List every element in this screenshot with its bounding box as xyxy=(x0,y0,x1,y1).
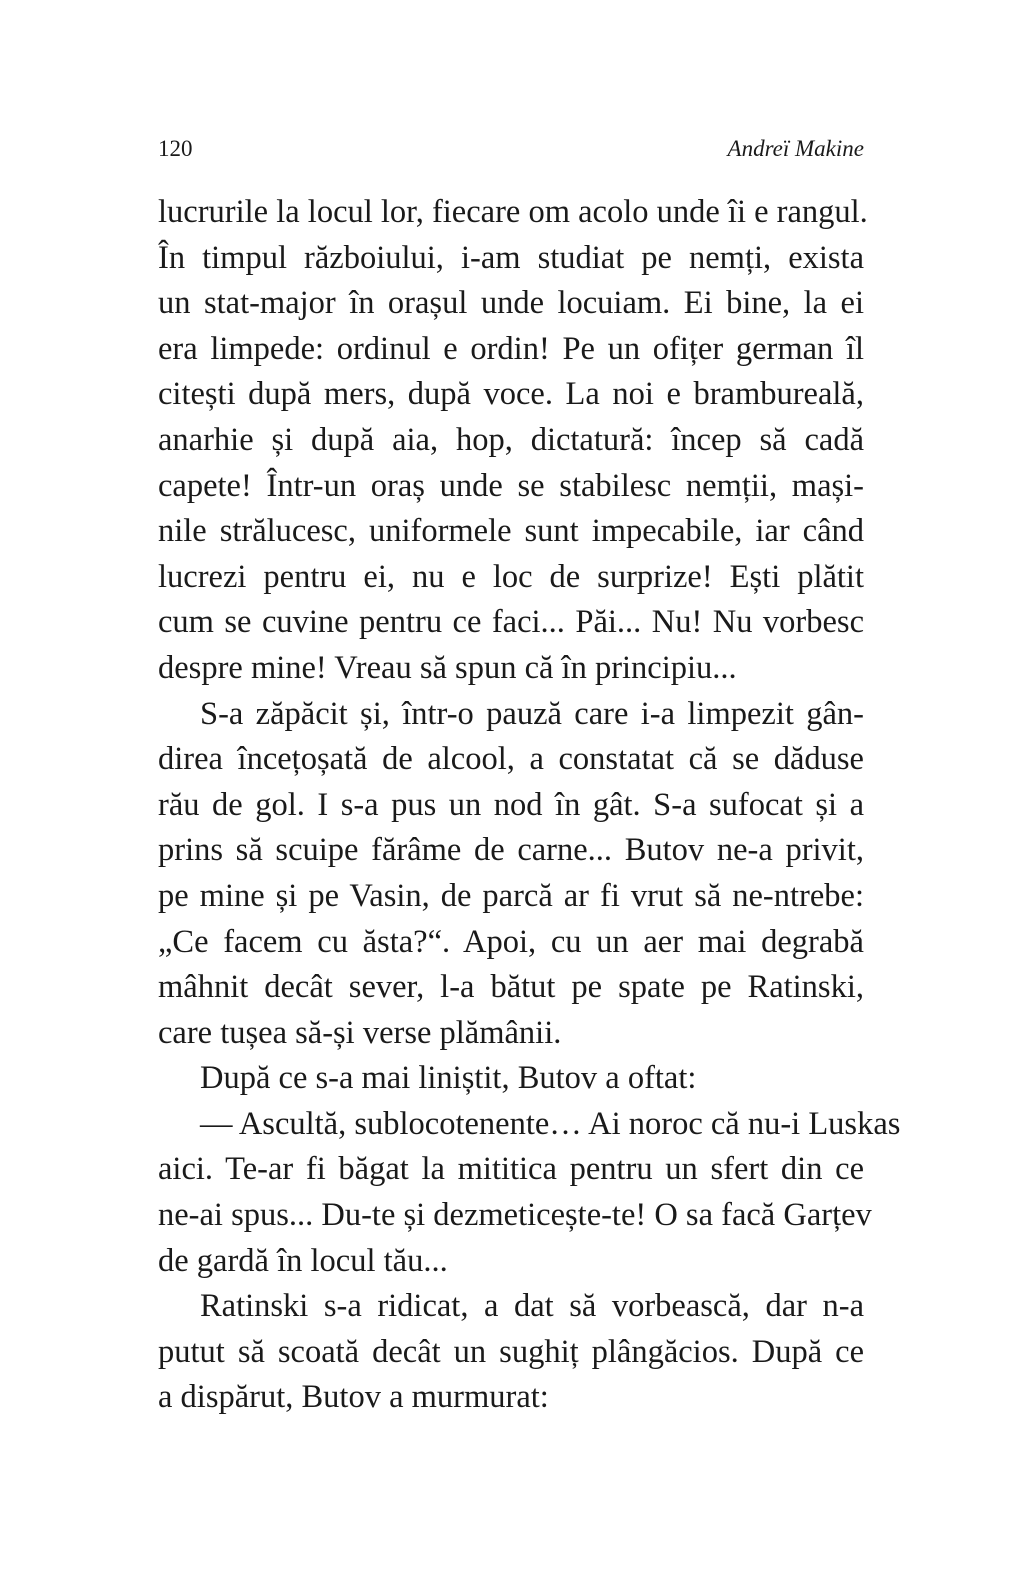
text-line: era limpede: ordinul e ordin! Pe un ofițer german îl xyxy=(158,330,864,367)
text-line: — Ascultă, sublocotenente… Ai noroc că nu-i Luskas xyxy=(200,1105,901,1142)
text-line: a dispărut, Butov a murmurat: xyxy=(158,1379,549,1416)
text-line: care tușea să-și verse plămânii. xyxy=(158,1014,562,1051)
text-line: de gardă în locul tău... xyxy=(158,1242,448,1279)
paragraph xyxy=(158,190,868,692)
text-line: mâhnit decât sever, l-a bătut pe spate pe Ratinski, xyxy=(158,969,864,1006)
text-line: citești după mers, după voce. La noi e brambureală, xyxy=(158,376,864,413)
running-head xyxy=(158,128,864,168)
text-line: În timpul războiului, i-am studiat pe nemți, exista xyxy=(158,239,864,276)
text-line: rău de gol. I s-a pus un nod în gât. S-a sufocat și a xyxy=(158,786,864,823)
text-line: un stat-major în orașul unde locuiam. Ei bine, la ei xyxy=(158,285,864,322)
text-line: anarhie și după aia, hop, dictatură: încep să cadă xyxy=(158,421,864,458)
text-line: lucrurile la locul lor, fiecare om acolo unde îi e rangul. xyxy=(158,194,868,230)
text-line: direa încețoșată de alcool, a constatat că se dăduse xyxy=(158,741,864,778)
text-line: S-a zăpăcit și, într-o pauză care i-a limpezit gân- xyxy=(200,695,864,732)
book-page xyxy=(158,128,901,1421)
text-line: cum se cuvine pentru ce faci... Păi... Nu! Nu vorbesc xyxy=(158,604,864,641)
running-title: Andreï Makine xyxy=(727,136,864,161)
page-number: 120 xyxy=(158,136,193,161)
text-line: lucrezi pentru ei, nu e loc de surprize! Ești plătit xyxy=(158,558,864,595)
text-line: capete! Într-un oraș unde se stabilesc nemții, mași- xyxy=(158,467,864,504)
text-line: pe mine și pe Vasin, de parcă ar fi vrut să ne-ntrebe: xyxy=(158,877,864,914)
body-text xyxy=(158,190,901,1421)
paragraph xyxy=(158,1102,901,1284)
text-line: „Ce facem cu ăsta?“. Apoi, cu un aer mai degrabă xyxy=(158,923,864,960)
text-line: prins să scuipe fărâme de carne... Butov ne-a privit, xyxy=(158,832,864,869)
text-line: nile strălucesc, uniformele sunt impecabile, iar când xyxy=(158,513,864,550)
text-line: ne-ai spus... Du-te și dezmeticește-te! O sa facă Garțev xyxy=(158,1197,872,1234)
paragraph xyxy=(158,1056,864,1102)
text-line: despre mine! Vreau să spun că în principiu... xyxy=(158,649,737,686)
paragraph xyxy=(158,692,864,1057)
text-line: Ratinski s-a ridicat, a dat să vorbească, dar n-a xyxy=(200,1288,864,1325)
text-line: aici. Te-ar fi băgat la mititica pentru un sfert din ce xyxy=(158,1151,864,1188)
text-line: putut să scoată decât un sughiț plângăcios. După ce xyxy=(158,1333,864,1370)
text-line: După ce s-a mai liniștit, Butov a oftat: xyxy=(200,1060,697,1097)
paragraph xyxy=(158,1284,864,1421)
